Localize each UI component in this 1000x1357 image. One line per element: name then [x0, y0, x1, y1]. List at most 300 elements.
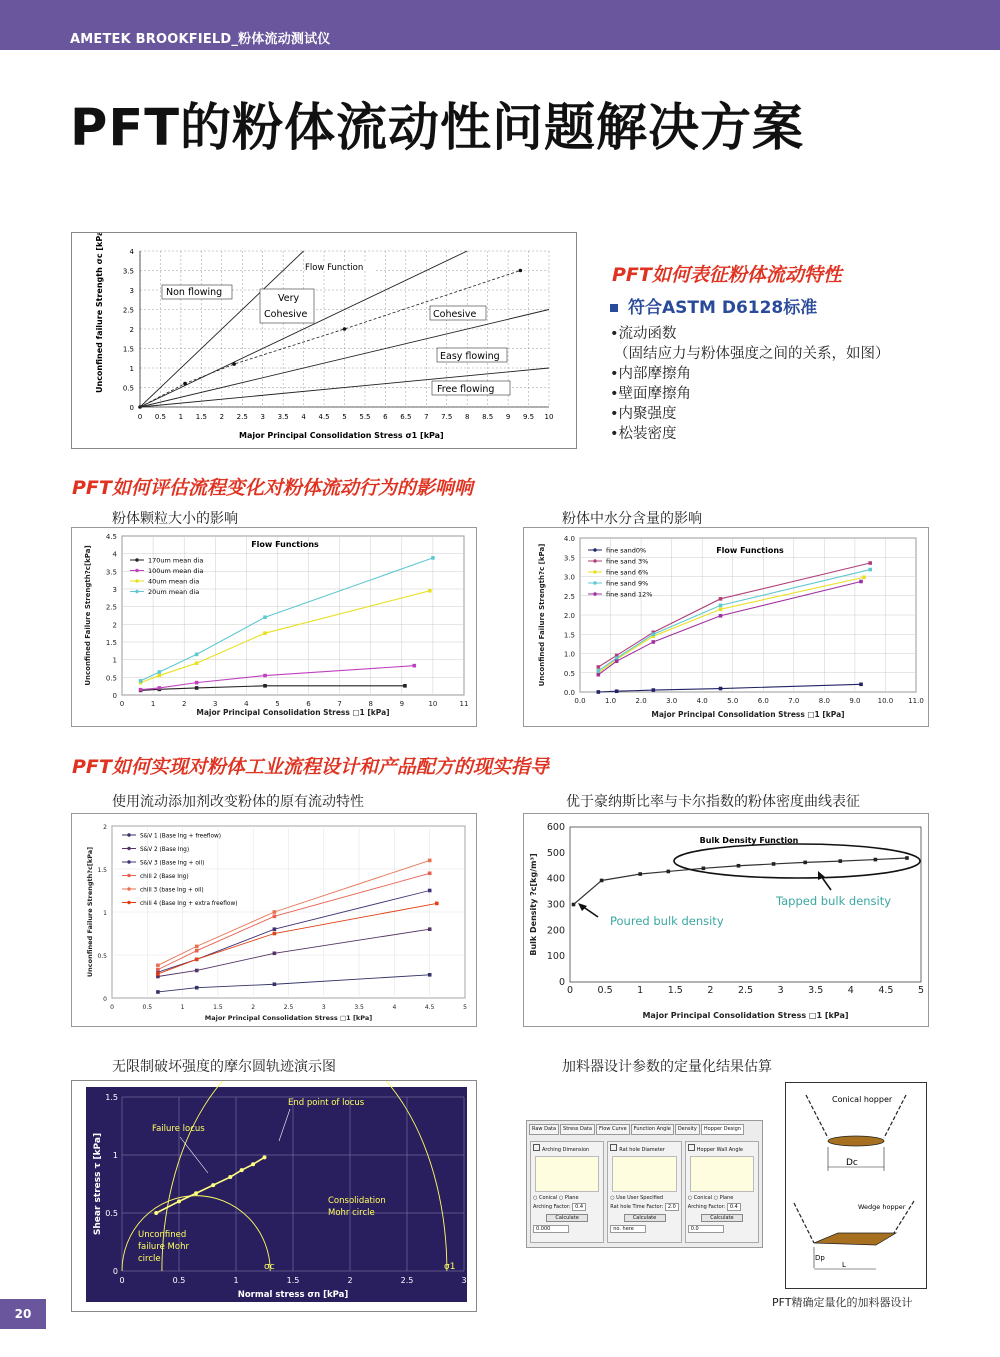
data-point: [428, 973, 432, 977]
data-point: [195, 661, 199, 665]
data-point: [859, 683, 863, 687]
mohr-xtick: 1: [233, 1276, 239, 1285]
legend-marker: [127, 887, 130, 890]
ytick: 0.5: [105, 674, 117, 683]
data-point: [597, 673, 601, 677]
ytick: 3.5: [563, 554, 575, 563]
xtick: 9.0: [849, 697, 861, 705]
mohr-failure-locus-label: Failure locus: [152, 1124, 205, 1134]
data-point: [597, 669, 601, 673]
data-point: [158, 686, 162, 690]
tab-function-angle[interactable]: Function Angle: [631, 1124, 674, 1135]
mohr-xtick: 0.5: [172, 1276, 186, 1285]
xtick: 4: [847, 985, 854, 996]
mohr-endpoint-label: End point of locus: [288, 1098, 365, 1108]
ytick: 0: [112, 692, 117, 700]
xtick: 7.0: [788, 697, 800, 705]
section4-right-caption: 加料器设计参数的定量化结果估算: [562, 1059, 772, 1075]
xtick: 6: [306, 700, 311, 708]
failure-locus-point: [154, 1211, 158, 1215]
legend-label: S&V 1 (Base Ing + freeflow): [140, 833, 221, 840]
data-point: [139, 679, 143, 683]
ytick: 2.5: [563, 592, 575, 601]
section1-heading: PFT如何表征粉体流动特性: [612, 264, 842, 286]
xtick: 4: [244, 700, 249, 708]
data-point: [195, 969, 199, 973]
xtick: 0: [119, 700, 125, 708]
data-point: [263, 631, 267, 635]
legend-label: fine sand 3%: [606, 557, 649, 566]
bulk-density-chart: [524, 814, 928, 1026]
tab-flow-curve[interactable]: Flow Curve: [596, 1124, 630, 1135]
ff-ytick: 4: [129, 248, 134, 256]
data-point: [428, 589, 432, 593]
feature-item: •松装密度: [610, 426, 677, 442]
legend-label: 170um mean dia: [148, 556, 204, 565]
panel-check-label: Rat hole Diameter: [619, 1147, 665, 1153]
mohr-ytick: 1.5: [105, 1093, 118, 1102]
software-panel: [685, 1141, 759, 1243]
legend-marker: [127, 833, 130, 836]
xtick: 9: [399, 700, 405, 708]
tab-density[interactable]: Density: [675, 1124, 700, 1135]
xtick: 7: [337, 700, 342, 708]
xtick: 3.5: [808, 985, 824, 996]
x-axis-label: Major Principal Consolidation Stress □1 [kPa]: [204, 1014, 373, 1022]
software-panels: [530, 1141, 759, 1243]
data-point: [615, 656, 619, 660]
data-point: [868, 561, 872, 565]
xtick: 1: [637, 985, 644, 996]
conical-label: Conical hopper: [832, 1095, 893, 1104]
data-point: [263, 615, 267, 619]
feature-item: •内部摩擦角: [610, 366, 692, 382]
particle-size-chart-box: [71, 527, 477, 727]
mohr-figure: [71, 1080, 477, 1312]
xtick: 2.5: [737, 985, 754, 996]
data-point: [273, 910, 277, 914]
xtick: 2: [181, 700, 187, 708]
data-point: [195, 653, 199, 657]
section2-right-caption: 粉体中水分含量的影响: [562, 511, 702, 527]
ff-xtick: 4.5: [318, 413, 330, 421]
xtick: 11.0: [908, 697, 924, 705]
brand-label: AMETEK BROOKFIELD_粉体流动测试仪: [70, 32, 331, 47]
legend-label: S&V 2 (Base Ing): [140, 847, 190, 853]
ytick: 1.5: [105, 639, 117, 647]
ff-point: [343, 327, 347, 331]
ff-point: [519, 269, 523, 273]
xtick: 0: [110, 1004, 114, 1011]
panel-field-input[interactable]: 2.0: [665, 1203, 679, 1211]
ytick: 100: [546, 951, 565, 963]
y-axis-label: Unconfined Failure Strength?c[kPa]: [84, 545, 92, 686]
chart-title: Bulk Density Function: [699, 836, 799, 845]
mohr-ytick: 0.5: [105, 1209, 118, 1218]
legend-marker: [593, 548, 596, 551]
software-tab-strip: [529, 1124, 744, 1135]
ff-xlabel: Major Principal Consolidation Stress σ1 [kPa]: [239, 431, 444, 440]
legend-label: chili 3 (base Ing + oil): [140, 887, 204, 894]
ff-annot-freeflowing: Free flowing: [437, 384, 495, 395]
l-label: L: [842, 1261, 846, 1269]
ytick: 4.5: [105, 533, 117, 541]
sigma-1-label: σ1: [444, 1262, 456, 1272]
data-point: [772, 862, 776, 866]
legend-marker: [593, 559, 596, 562]
panel-radio-row[interactable]: [688, 1195, 756, 1201]
data-point: [195, 686, 199, 690]
xtick: 1.5: [667, 985, 683, 996]
data-point: [615, 659, 619, 663]
ytick: 500: [546, 847, 565, 859]
data-point: [431, 556, 435, 560]
legend-marker: [135, 590, 138, 593]
ff-xtick: 1: [178, 413, 184, 421]
xtick: 3: [213, 700, 218, 708]
data-point: [195, 949, 199, 953]
xtick: 1: [150, 700, 156, 708]
data-point: [273, 951, 277, 955]
xtick: 0: [566, 985, 574, 996]
tapped-density-label: Tapped bulk density: [776, 894, 892, 908]
panel-calculate-button[interactable]: Calculate: [701, 1214, 743, 1222]
data-point: [428, 889, 432, 893]
data-point: [273, 982, 277, 986]
ytick: 300: [546, 899, 565, 911]
square-bullet-icon: [610, 304, 618, 312]
xtick: 1.0: [604, 697, 617, 705]
mohr-ytick: 1: [112, 1151, 118, 1160]
xtick: 0.0: [574, 697, 586, 705]
data-point: [868, 568, 872, 572]
panel-preview: [690, 1156, 754, 1192]
ytick: 1.5: [97, 867, 107, 874]
ff-xtick: 7: [424, 413, 429, 421]
particle-size-chart: [72, 528, 476, 726]
mohr-consolidation-label: Consolidation: [328, 1196, 386, 1206]
panel-calculate-button[interactable]: Calculate: [546, 1214, 588, 1222]
mohr-xtick: 0: [119, 1276, 125, 1285]
ytick: 0: [103, 996, 107, 1003]
panel-field-input[interactable]: 0.4: [727, 1203, 741, 1211]
xtick: 0.5: [597, 985, 613, 996]
ff-ytick: 2: [129, 326, 134, 334]
page-title: PFT的粉体流动性问题解决方案: [70, 99, 805, 158]
ytick: 2: [103, 824, 107, 831]
data-point: [139, 688, 143, 692]
ytick: 0.0: [563, 689, 575, 697]
xtick: 8: [368, 700, 373, 708]
data-point: [435, 902, 439, 906]
data-point: [874, 858, 878, 862]
ff-annot-flowfunction: Flow Function: [305, 263, 364, 273]
software-panel: [607, 1141, 682, 1243]
ytick: 1.5: [563, 631, 575, 640]
data-point: [195, 681, 199, 685]
data-point: [412, 664, 416, 668]
xtick: 4.0: [696, 697, 708, 705]
ff-xtick: 9.5: [522, 413, 535, 421]
data-point: [638, 872, 642, 876]
legend-marker: [135, 579, 138, 582]
xtick: 10.0: [877, 697, 894, 705]
panel-field-input[interactable]: 0.4: [572, 1203, 586, 1211]
ytick: 3.0: [563, 573, 575, 582]
mohr-unconfined-label: circle: [138, 1254, 161, 1264]
mohr-consolidation-label: Mohr circle: [328, 1208, 375, 1218]
xtick: 2.5: [283, 1004, 294, 1011]
ff-xtick: 6: [383, 413, 388, 421]
data-point: [195, 958, 199, 962]
mohr-unconfined-label: failure Mohr: [138, 1242, 189, 1252]
ff-ytick: 1.5: [122, 345, 134, 354]
legend-label: 40um mean dia: [148, 577, 200, 586]
mohr-unconfined-label: Unconfined: [138, 1230, 187, 1240]
legend-label: chili 2 (Base Ing): [140, 874, 189, 880]
standard-text: 符合ASTM D6128标准: [628, 298, 818, 318]
dp-label: Dp: [815, 1254, 825, 1262]
data-point: [666, 870, 670, 874]
ff-xtick: 2.5: [236, 413, 248, 421]
section2-heading: PFT如何评估流程变化对粉体流动行为的影响响: [72, 477, 473, 499]
data-point: [273, 915, 277, 919]
flow-function-figure: [71, 232, 577, 449]
moisture-chart-box: [523, 527, 929, 727]
data-point: [156, 964, 160, 968]
failure-locus-point: [228, 1175, 232, 1179]
panel-field-label: Arching Factor:: [533, 1204, 571, 1210]
x-axis-label: Major Principal Consolidation Stress □1 [kPa]: [651, 710, 845, 719]
panel-preview: [612, 1156, 677, 1192]
mohr-xtick: 2: [347, 1276, 353, 1285]
legend-marker: [135, 558, 138, 561]
ff-point: [232, 362, 236, 366]
ytick: 3.5: [105, 568, 117, 577]
xtick: 0.5: [142, 1004, 153, 1011]
failure-locus-point: [194, 1191, 198, 1195]
software-panel: [530, 1141, 604, 1243]
data-point: [838, 859, 842, 863]
panel-checkbox[interactable]: [610, 1144, 679, 1153]
xtick: 1.5: [213, 1004, 223, 1011]
xtick: 5: [463, 1004, 467, 1011]
y-axis-label: Unconfined Failure Strength?c [kPa]: [538, 543, 546, 687]
tab-raw-data[interactable]: Raw Data: [529, 1124, 559, 1135]
data-point: [428, 927, 432, 931]
panel-result: 0.000: [533, 1225, 569, 1233]
ytick: 1: [103, 910, 107, 917]
chart-title: Flow Functions: [251, 540, 319, 549]
ff-xtick: 5.5: [359, 413, 371, 421]
panel-radio-1: ○ Use User Specified: [610, 1195, 664, 1201]
ytick: 4: [112, 550, 117, 559]
panel-calculate-button[interactable]: Calculate: [624, 1214, 666, 1222]
section3-heading: PFT如何实现对粉体工业流程设计和产品配方的现实指导: [72, 756, 549, 778]
ff-xtick: 5: [342, 413, 347, 421]
xtick: 4: [392, 1004, 397, 1011]
page-number: 20: [0, 1299, 46, 1329]
panel-radio-1: ○ Conical: [687, 1195, 713, 1201]
data-point: [156, 990, 160, 994]
ytick: 0.5: [97, 953, 107, 960]
mohr-chart: [72, 1081, 476, 1311]
data-point: [263, 674, 267, 678]
panel-check-label: Arching Dimension: [542, 1147, 590, 1153]
ytick: 1.0: [563, 650, 575, 659]
xtick: 3: [321, 1004, 326, 1011]
panel-field-label: Arching Factor:: [687, 1204, 726, 1210]
xtick: 1: [180, 1004, 185, 1011]
ff-xtick: 1.5: [195, 413, 207, 421]
ff-ytick: 1: [129, 365, 134, 373]
data-point: [597, 665, 601, 669]
ff-xtick: 10: [544, 413, 554, 421]
ff-xtick: 2: [219, 413, 225, 421]
data-point: [652, 632, 656, 636]
data-point: [615, 689, 619, 693]
legend-marker: [127, 901, 130, 904]
tab-stress-data[interactable]: Stress Data: [560, 1124, 595, 1135]
data-point: [158, 674, 162, 678]
hopper-software-window: [526, 1120, 763, 1248]
panel-result: 0.0: [688, 1225, 724, 1233]
xtick: 2: [707, 985, 714, 996]
failure-locus-point: [177, 1199, 181, 1203]
tab-hopper-design[interactable]: Hopper Design: [701, 1124, 744, 1135]
data-point: [273, 927, 277, 931]
xtick: 4.5: [878, 985, 894, 996]
ff-ytick: 3.5: [122, 267, 134, 276]
ff-xtick: 6.5: [400, 413, 412, 421]
y-axis-label: Unconfined Failure Strength?c[kPa]: [86, 846, 94, 978]
legend-marker: [127, 847, 130, 850]
ytick: 0: [558, 977, 565, 988]
data-point: [862, 575, 866, 579]
failure-locus-point: [251, 1162, 255, 1166]
xtick: 5.0: [727, 697, 739, 705]
wedge-outlet: [814, 1233, 896, 1245]
wedge-wall-left: [794, 1203, 814, 1243]
ytick: 1: [112, 656, 117, 665]
failure-locus-point: [240, 1168, 244, 1172]
feature-item: •壁面摩擦角: [610, 386, 692, 402]
feature-list: [610, 324, 890, 444]
feature-item: （固结应力与粉体强度之间的关系，如图）: [614, 346, 890, 362]
data-point: [719, 687, 723, 691]
data-point: [273, 932, 277, 936]
legend-label: S&V 3 (Base Ing + oil): [140, 860, 205, 867]
xtick: 3.5: [354, 1004, 364, 1011]
mohr-ylabel: Shear stress τ [kPa]: [93, 1132, 103, 1236]
feature-item: •流动函数: [610, 326, 677, 342]
ff-ytick: 2.5: [122, 306, 134, 315]
panel-radio-row[interactable]: [610, 1195, 679, 1201]
panel-checkbox[interactable]: [688, 1144, 756, 1153]
xtick: 4.5: [424, 1004, 435, 1011]
legend-label: chili 4 (Base Ing + extra freeflow): [140, 901, 238, 907]
ytick: 2.0: [563, 612, 575, 620]
xtick: 2: [251, 1004, 256, 1011]
legend-marker: [593, 592, 596, 595]
ytick: 200: [546, 925, 565, 937]
dc-label: Dc: [846, 1158, 858, 1168]
data-point: [156, 968, 160, 972]
mohr-xtick: 3: [461, 1276, 467, 1285]
xtick: 2.0: [635, 697, 647, 705]
failure-locus-point: [263, 1155, 267, 1159]
ff-xtick: 9: [505, 413, 511, 421]
ff-annot-nonflowing: Non flowing: [166, 287, 223, 298]
panel-radio-row[interactable]: [533, 1195, 601, 1201]
chart-title: Flow Functions: [716, 546, 784, 555]
ff-xtick: 3.5: [277, 413, 289, 421]
failure-locus-point: [211, 1183, 215, 1187]
data-point: [719, 607, 723, 611]
ff-ytick: 3: [129, 287, 134, 295]
wedge-label: Wedge hopper: [858, 1203, 906, 1211]
x-axis-label: Major Principal Consolidation Stress □1 [kPa]: [196, 708, 390, 717]
legend-marker: [127, 860, 130, 863]
ytick: 4.0: [563, 535, 575, 543]
ff-ytick: 0: [129, 404, 134, 412]
mohr-xtick: 1.5: [286, 1276, 300, 1285]
ff-xtick: 3: [260, 413, 265, 421]
xtick: 6.0: [757, 697, 769, 705]
xtick: 3: [777, 985, 784, 996]
section4-left-caption: 无限制破坏强度的摩尔圆轨迹演示图: [112, 1059, 336, 1075]
additive-chart-box: [71, 813, 477, 1027]
sigma-c-label: σc: [264, 1262, 275, 1272]
mohr-xlabel: Normal stress σn [kPa]: [237, 1290, 349, 1300]
legend-label: fine sand 9%: [606, 579, 649, 588]
xtick: 3.0: [666, 697, 678, 705]
ff-annot-easyflowing: Easy flowing: [440, 351, 500, 362]
legend-label: fine sand0%: [606, 546, 647, 555]
data-point: [572, 903, 576, 907]
ff-annot-verycohesive: Cohesive: [264, 309, 308, 320]
mohr-background: [86, 1087, 467, 1302]
data-point: [403, 684, 407, 688]
panel-checkbox[interactable]: [533, 1144, 601, 1153]
data-point: [156, 972, 160, 976]
data-point: [719, 604, 723, 608]
section3-left-caption: 使用流动添加剂改变粉体的原有流动特性: [112, 794, 364, 810]
ff-xtick: 0: [137, 413, 143, 421]
ff-annot-very: Very: [278, 293, 300, 304]
ytick: 600: [546, 822, 565, 833]
legend-marker: [593, 581, 596, 584]
flow-function-chart: [72, 233, 576, 448]
moisture-chart: [524, 528, 928, 726]
y-axis-label: Bulk Density ?c[kg/m³]: [529, 853, 538, 956]
bulk-density-chart-box: [523, 813, 929, 1027]
ff-xtick: 8.5: [482, 413, 494, 421]
panel-radio-2: ○ Plane: [713, 1195, 734, 1201]
xtick: 11: [459, 700, 469, 708]
data-point: [905, 856, 909, 860]
ff-ytick: 0.5: [122, 384, 134, 393]
data-point: [719, 597, 723, 601]
panel-radio-1: ○ Conical: [533, 1195, 558, 1201]
header-bar: [0, 0, 1000, 50]
section1-standard: [610, 293, 817, 318]
data-point: [195, 945, 199, 949]
panel-field-label: Rat hole Time Factor:: [610, 1204, 664, 1210]
conical-outlet: [828, 1136, 884, 1146]
panel-check-label: Hopper Wall Angle: [696, 1147, 743, 1153]
data-point: [428, 872, 432, 876]
